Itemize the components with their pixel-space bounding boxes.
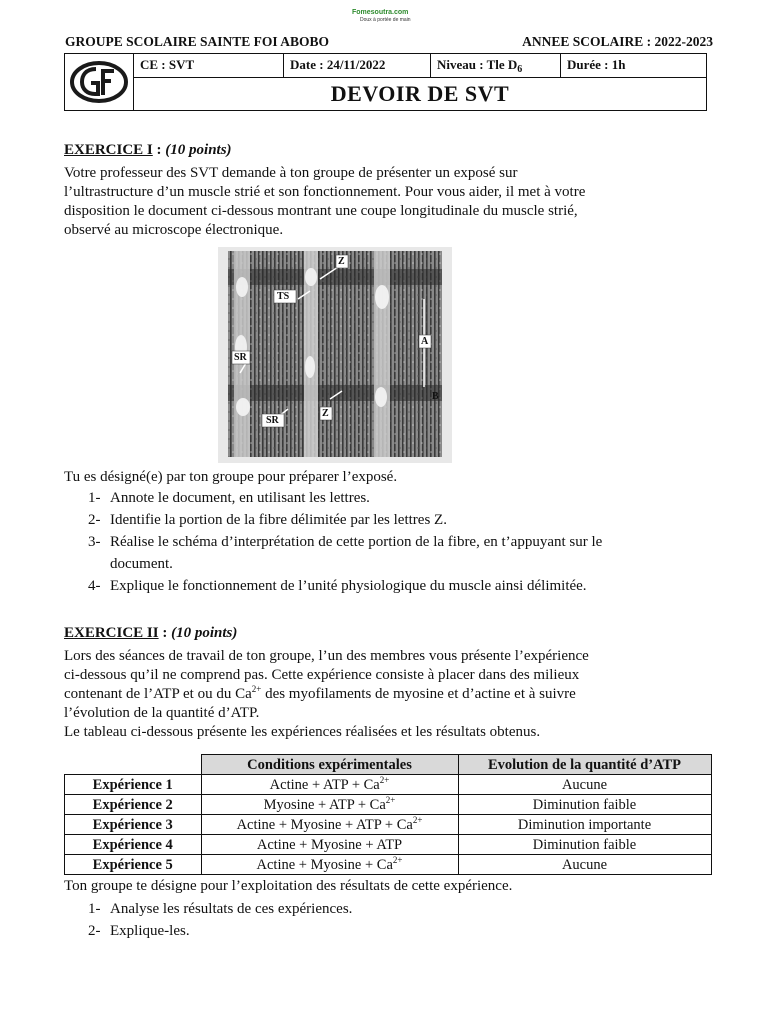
- label-z-top: Z: [338, 256, 345, 267]
- exercise1-question-2: 2- Identifie la portion de la fibre délimitée par les lettres Z.: [88, 512, 447, 528]
- table-row: Expérience 1 Actine + ATP + $Ca^{2+}$ Aucune: [65, 775, 712, 795]
- table-row: Expérience 4 Actine + Myosine + ATP Diminution faible: [65, 835, 712, 855]
- date-cell: Date : 24/11/2022: [284, 54, 431, 77]
- exercise2-intro: Lors des séances de travail de ton groupe, l’un des membres vous présente l’expérience ci-dessous qu’il ne comprend pas. Cette expérience consiste à placer dans des milieux contenant de l’ATP et ou du $Ca^{2+}$ des myofilaments de myosine et d’actine et à suivre l’évolution de la quantité d’ATP. Le tableau ci-dessous présente les expériences réalisées et les résultats obtenus.: [64, 648, 589, 740]
- exam-header-box: [64, 53, 707, 111]
- exercise2-question-1: 1- Analyse les résultats de ces expériences.: [88, 901, 353, 917]
- label-b: B: [432, 391, 439, 402]
- exam-title: DEVOIR DE SVT: [330, 81, 510, 106]
- school-logo: [65, 54, 134, 110]
- table-row: Expérience 3 Actine + Myosine + ATP + $Ca^{2+}$ Diminution importante: [65, 815, 712, 835]
- table-header-atp: Evolution de la quantité d’ATP: [458, 755, 711, 775]
- exam-info-row: [134, 54, 706, 78]
- exercise1-question-3: 3- Réalise le schéma d’interprétation de cette portion de la fibre, en t’appuyant sur le document.: [88, 534, 603, 572]
- ce-cell: CE : SVT: [134, 54, 284, 77]
- exercise1-questions: [88, 487, 728, 597]
- label-z-bottom: Z: [322, 408, 329, 419]
- exercise2-question-2: 2- Explique-les.: [88, 923, 190, 939]
- exercise1-question-4: 4- Explique le fonctionnement de l’unité physiologique du muscle ainsi délimitée.: [88, 578, 587, 594]
- school-logo-icon: [69, 59, 129, 105]
- table-row: Expérience 2 Myosine + ATP + $Ca^{2+}$ Diminution faible: [65, 795, 712, 815]
- watermark-tagline: Doux à portée de main: [360, 17, 411, 23]
- exercise1-intro: Votre professeur des SVT demande à ton groupe de présenter un exposé sur l’ultrastructure d’un muscle strié et son fonctionnement. Pour vous aider, il met à votre disposition le document ci-dessous montrant une coupe longitudinale du muscle strié, observé au microscope électronique.: [64, 165, 586, 238]
- muscle-micrograph: [218, 247, 452, 463]
- table-header-row: [65, 755, 712, 775]
- experiments-table: [64, 754, 712, 875]
- school-name: GROUPE SCOLAIRE SAINTE FOI ABOBO: [65, 34, 330, 49]
- label-sr-left: SR: [234, 352, 247, 363]
- duree-cell: Durée : 1h: [567, 57, 626, 72]
- exercise2-label: EXERCICE II: [64, 625, 159, 641]
- label-ts: TS: [277, 291, 290, 302]
- exercise1-question-1: 1- Annote le document, en utilisant les lettres.: [88, 490, 370, 506]
- exercise2-questions: [88, 898, 728, 942]
- table-row: Expérience 5 Actine + $Myosine + Ca^{2+}$ Aucune: [65, 855, 712, 875]
- table-header-conditions: Conditions expérimentales: [201, 755, 458, 775]
- label-sr-bottom: SR: [266, 415, 279, 426]
- watermark-brand: Fomesoutra.com: [352, 9, 409, 16]
- school-year: ANNEE SCOLAIRE : 2022-2023: [522, 34, 713, 49]
- exercise2-task: Ton groupe te désigne pour l’exploitation des résultats de cette expérience.: [64, 878, 513, 894]
- exercise1-task: Tu es désigné(e) par ton groupe pour préparer l’exposé.: [64, 469, 398, 485]
- label-a: A: [421, 336, 429, 347]
- exercise1-heading: EXERCICE I : (10 points): [64, 142, 232, 158]
- exercise1-label: EXERCICE I: [64, 142, 153, 158]
- table-header-blank: [65, 755, 202, 775]
- school-header-line: [65, 34, 713, 50]
- exercise2-points: (10 points): [171, 625, 238, 641]
- niveau-cell: Niveau : Tle $D_6$: [431, 54, 561, 77]
- site-watermark: [352, 9, 411, 23]
- exercise2-heading: EXERCICE II : (10 points): [64, 625, 238, 641]
- exercise1-points: (10 points): [165, 142, 232, 158]
- muscle-micrograph-image: [218, 247, 452, 463]
